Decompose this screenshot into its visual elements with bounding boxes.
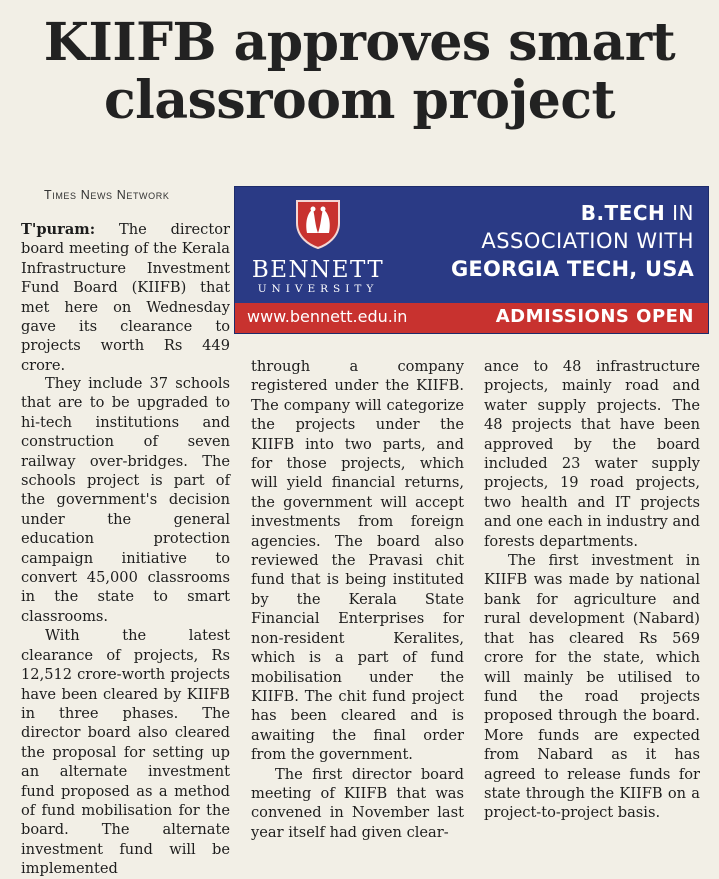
ad-url-link[interactable]: www.bennett.edu.in [247,307,408,326]
paragraph-1-text: The director board meeting of the Kerala Infrastructure Investment Fund Board (KIIFB) that met here on Wednesday gave its clearance to projects worth Rs 449 crore. [21,221,230,374]
ad-program-rest: IN [665,201,694,225]
ad-association-line: ASSOCIATION WITH [481,229,694,253]
university-crest-icon [293,197,343,249]
article-paragraph-2: They include 37 schools that are to be upgraded to hi-tech institutions and construction of seven railway over-bridges. The schools project is part of the government's decision under the general education protection campaign initiative to convert 45,000 classrooms in the state to smart classrooms. [21,375,230,625]
ad-admissions-cta[interactable]: ADMISSIONS OPEN [495,306,694,327]
article-paragraph-4: through a company registered under the KIIFB. The company will categorize the projects under the KIIFB into two parts, and for those projects, which will yield financial returns, the government will accept investments from foreign agencies. The board also reviewed the Pravasi chit fund that is being instituted by the Kerala State Financial Enterprises for non-resident Keralites, which is a part of fund mobilisation under the KIIFB. The chit fund project has been cleared and is awaiting the final order from the government. [251,358,464,764]
dateline: T'puram: [21,221,96,238]
headline-line-2: classroom project [103,70,616,131]
article-column-1 [21,374,230,879]
ad-partner-line: GEORGIA TECH, USA [451,257,694,281]
bennett-advertisement[interactable] [234,186,709,334]
article-column-1-top [21,220,230,375]
headline-line-1: KIIFB approves smart [43,12,676,73]
article-column-3 [484,357,700,823]
ad-brand-name: BENNETT [251,257,385,283]
article-column-2 [251,357,464,842]
ad-program-line [581,201,694,225]
article-paragraph-3: With the latest clearance of projects, Rs 12,512 crore-worth projects have been cleared by KIIFB in three phases. The director board also cleared the proposal for setting up an alternate investment fund proposed as a method of fund mobilisation for the board. The alternate investment fund will be implemented [21,627,230,878]
ad-brand-subtitle: UNIVERSITY [257,283,379,295]
byline: Times News Network [44,188,170,202]
article-paragraph-7: The first investment in KIIFB was made by national bank for agriculture and rural development (Nabard) that has cleared Rs 569 crore for the state, which will mainly be utilised to fund the road projects proposed through the board. More funds are expected from Nabard as it has agreed to release funds for state through the KIIFB on a project-to-project basis. [484,552,700,822]
article-paragraph-5: The first director board meeting of KIIFB that was convened in November last year itself had given clear- [251,765,464,841]
ad-program: B.TECH [580,201,666,225]
article-paragraph-1 [21,220,230,375]
ad-bottom-strip [235,303,708,333]
headline [0,14,719,130]
article-paragraph-6: ance to 48 infrastructure projects, mainly road and water supply projects. The 48 projects that have been approved by the board included 23 water supply projects, 19 road projects, two health and IT projects and one each in industry and forests departments. [484,358,700,550]
